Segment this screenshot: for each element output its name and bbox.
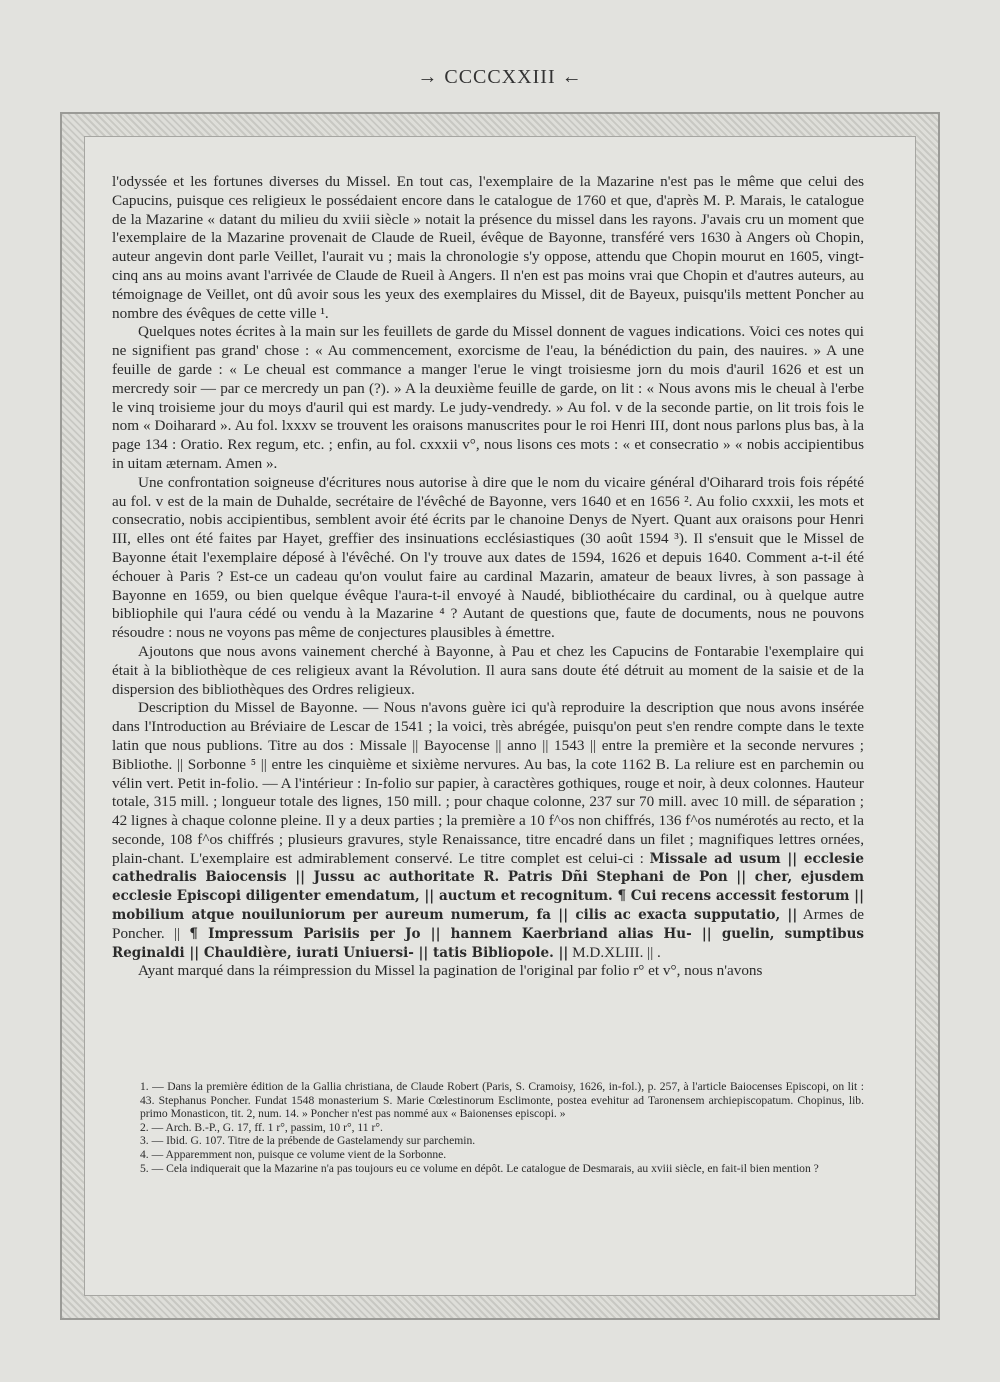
imprint-date: M.D.XLIII. || . <box>572 943 661 961</box>
description-text: Description du Missel de Bayonne. — Nous n'avons guère ici qu'à reproduire la description que nous avons insérée dans l'Introduction au Bréviaire de Lescar de 1541 ; la voici, très abrégée, puisqu'on peut s'en rendre compte dans le texte latin que nous publions. Titre au dos : Missale || Bayocense || anno || 1543 || entre la première et la seconde nervures ; Bibliothe. || Sorbonne ⁵ || entre les cinquième et sixième nervures. Au bas, la cote 1162 B. La reliure est en parchemin ou vélin vert. Petit in-folio. — A l'intérieur : In-folio sur papier, à caractères gothiques, rouge et noir, à deux colonnes. Hauteur totale, 315 mill. ; longueur totale des lignes, 150 mill. ; pour chaque colonne, 237 sur 70 mill. avec 10 mill. de séparation ; 42 lignes à chaque colonne pleine. Il y a deux parties ; la première a 10 f^os non chiffrés, 136 f^os numérotés au recto, et la seconde, 108 f^os chiffrés ; plusieurs gravures, style Renaissance, titre encadré dans un filet ; magnifiques lettres ornées, plain-chant. L'exemplaire est admirablement conservé. Le titre complet est celui-ci : <box>112 699 864 867</box>
page-number: → CCCCXXIII ← <box>417 66 583 88</box>
gothic-title: Missale ad usum || ecclesie cathedralis Baiocensis || Jussu ac authoritate R. Patris Dñi Stephani de Pon || cher, ejusdem ecclesie Episcopi diligenter emendatum, || auctum et recognitum. ¶ Cui recens accessit festorum || mobilium atque nouiluniorum per aureum numerum, fa || cilis ac exacta supputatio, || <box>112 850 864 924</box>
footnote-2: 2. — Arch. B.-P., G. 17, ff. 1 r°, passim, 10 r°, 11 r°. <box>140 1120 383 1134</box>
paragraph-1: l'odyssée et les fortunes diverses du Missel. En tout cas, l'exemplaire de la Mazarine n'est pas le même que celui des Capucins, puisque ces religieux le possédaient encore dans le catalogue de 1760 et que, d'après M. P. Marais, le catalogue de la Mazarine « datant du milieu du xviii siècle » notait la présence du missel dans les rayons. J'avais cru un moment que l'exemplaire de la Mazarine provenait de Claude de Rueil, évêque de Bayonne, transféré vers 1630 à Angers où Chopin, auteur angevin dont parle Veillet, l'aurait vu ; mais la chronologie s'y oppose, attendu que Chopin mourut en 1605, vingt-cinq ans au moins avant l'arrivée de Claude de Rueil à Angers. Il n'en est pas moins vrai que Chopin et d'autres auteurs, au témoignage de Veillet, ont dû avoir sous les yeux des exemplaires du Missel, dit de Bayeux, puisqu'ils mettent Poncher au nombre des évêques de cette ville ¹. <box>112 173 864 322</box>
paragraph-4: Ajoutons que nous avons vainement cherché à Bayonne, à Pau et chez les Capucins de Fontarabie l'exemplaire qui était à la bibliothèque de ces religieux avant la Révolution. Il aura sans doute été détruit au moment de la saisie et de la dispersion des bibliothèques des Ordres religieux. <box>112 642 864 698</box>
paragraph-5 <box>112 699 864 962</box>
footnote-1: 1. — Dans la première édition de la Gallia christiana, de Claude Robert (Paris, S. Cramoisy, 1626, in-fol.), p. 257, à l'article Baiocenses Episcopi, on lit : 43. Stephanus Poncher. Fundat 1548 monasterium S. Marie Cœlestinorum Esclimonte, postea evehitur ad Taronensem archiepiscopatum. Chopinus, lib. primo Monasticon, tit. 2, num. 14. » Poncher n'est pas nommé aux « Baionenses episcopi. » <box>140 1080 864 1121</box>
footnotes <box>140 1080 864 1175</box>
paragraph-2: Quelques notes écrites à la main sur les feuillets de garde du Missel donnent de vagues indications. Voici ces notes qui ne signifient pas grand' chose : « Au commencement, exorcisme de l'eau, la bénédiction du pain, des nauires. » A une feuille de garde : « Le cheual est commance a manger l'erue le vingt troisiesme jorn du mois d'auril 1626 et est un mercredy soir — par ce mercredy un pan (?). » A la deuxième feuille de garde, on lit : « Nous avons mis le cheual à l'erbe le vinq troisieme jour du moys d'auril qui est mardy. Le judy-vendredy. » Au fol. v de la seconde partie, on lit trois fois le nom « Doiharard ». Au fol. lxxxv se trouvent les oraisons manuscrites pour le roi Henri III, dont nous parlons plus bas, à la page 134 : Oratio. Rex regum, etc. ; enfin, au fol. cxxxii v°, nous lisons ces mots : « et consecratio » « nobis accipientibus in uitam æternam. Amen ». <box>112 323 864 472</box>
main-text <box>112 173 864 981</box>
gothic-imprint: ¶ Impressum Parisiis per Jo || hannem Kaerbriand alias Hu- || guelin, sumptibus Reginaldi || Chauldière, iurati Uniuersi- || tatis Bibliopole. || <box>112 925 865 961</box>
footnote-5: 5. — Cela indiquerait que la Mazarine n'a pas toujours eu ce volume en dépôt. Le catalogue de Desmarais, au xviii siècle, en fait-il bien mention ? <box>140 1161 819 1175</box>
paragraph-6: Ayant marqué dans la réimpression du Missel la pagination de l'original par folio r° et v°, nous n'avons <box>138 962 763 980</box>
arms-note: Armes de Poncher. || <box>112 906 864 942</box>
footnote-3: 3. — Ibid. G. 107. Titre de la prébende de Gastelamendy sur parchemin. <box>140 1134 476 1148</box>
footnote-4: 4. — Apparemment non, puisque ce volume vient de la Sorbonne. <box>140 1147 447 1161</box>
paragraph-3: Une confrontation soigneuse d'écritures nous autorise à dire que le nom du vicaire général d'Oiharard trois fois répété au fol. v est de la main de Duhalde, secrétaire de l'évêché de Bayonne, vers 1640 et en 1656 ². Au folio cxxxii, les mots et consecratio, nobis accipientibus, semblent avoir été écrits par le chanoine Denys de Nyert. Quant aux oraisons pour Henri III, elles ont été faites par Hayet, greffier des insinuations ecclésiastiques (30 août 1594 ³). Il s'ensuit que le Missel de Bayonne était l'exemplaire déposé à l'évêché. On l'y trouve aux dates de 1594, 1626 et depuis 1640. Comment a-t-il été échouer à Paris ? Est-ce un cadeau qu'on voulut faire au cardinal Mazarin, amateur de beaux livres, à son passage à Bayonne en 1659, ou bien quelque évêque l'aura-t-il envoyé à Naudé, bibliothécaire du cardinal, ou à quelque autre bibliophile qui l'aura cédé ou vendu à la Mazarine ⁴ ? Autant de questions que, faute de documents, nous ne pouvons résoudre : nous ne voyons pas même de conjectures plausibles à émettre. <box>112 473 864 642</box>
